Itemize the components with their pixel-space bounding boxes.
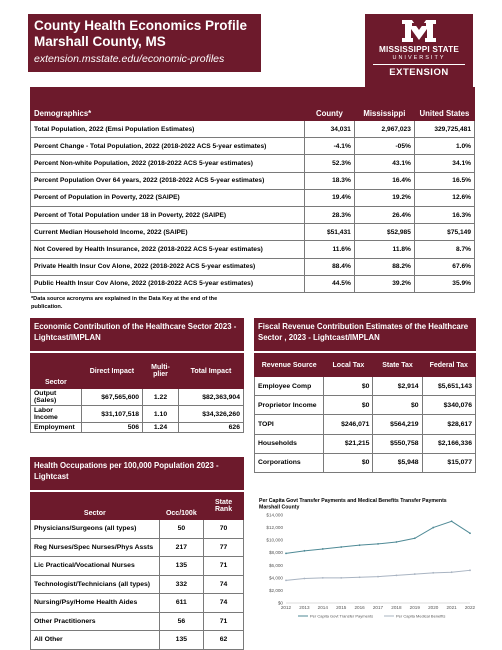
fiscal-cell: $5,651,143	[422, 377, 475, 396]
demographics-cell: 11.8%	[354, 241, 414, 258]
y-tick-label: $4,000	[268, 575, 283, 581]
fiscal-cell: $550,758	[373, 434, 422, 453]
fiscal-header-federal: Federal Tax	[422, 354, 475, 377]
demographics-row	[31, 241, 475, 258]
x-tick-label: 2021	[446, 605, 457, 610]
demographics-header-state: Mississippi	[354, 88, 414, 121]
demographics-cell: Percent of Population in Poverty, 2022 (SAIPE)	[31, 189, 305, 206]
logo-university-word: UNIVERSITY	[392, 55, 446, 61]
x-tick-label: 2015	[336, 605, 347, 610]
demographics-cell: 88.4%	[304, 258, 354, 275]
occupations-cell: 74	[204, 575, 244, 594]
economic-cell: 1.24	[143, 423, 179, 433]
occupations-cell: Reg Nurses/Spec Nurses/Phys Assts	[31, 538, 160, 557]
occupations-cell: 56	[159, 612, 203, 631]
fiscal-cell: $21,215	[324, 434, 373, 453]
data-point	[469, 569, 471, 571]
data-point	[340, 577, 342, 579]
demographics-row	[31, 224, 475, 241]
occupations-cell: 217	[159, 538, 203, 557]
series-line	[286, 521, 470, 553]
demographics-cell: 52.3%	[304, 155, 354, 172]
occupations-cell: 71	[204, 557, 244, 576]
health-occupations-title: Health Occupations per 100,000 Population 2023 - Lightcast	[30, 457, 244, 490]
legend-label: Per Capita Govt Transfer Payments	[310, 613, 374, 619]
fiscal-cell: Proprietor Income	[255, 396, 324, 415]
data-point	[432, 527, 434, 529]
economic-header-row	[31, 354, 244, 389]
fiscal-row	[255, 415, 476, 434]
demographics-cell: 16.5%	[414, 172, 474, 189]
x-tick-label: 2020	[428, 605, 439, 610]
demographics-cell: Not Covered by Health Insurance, 2022 (2018-2022 ACS 5-year estimates)	[31, 241, 305, 258]
y-tick-label: $8,000	[268, 550, 283, 556]
occupations-cell: 135	[159, 557, 203, 576]
x-tick-label: 2014	[317, 605, 328, 610]
data-point	[285, 579, 287, 581]
health-occupations-table	[30, 492, 244, 650]
demographics-cell: 11.6%	[304, 241, 354, 258]
occupations-cell: 332	[159, 575, 203, 594]
chart-title	[259, 498, 447, 511]
demographics-cell: -05%	[354, 138, 414, 155]
data-point	[322, 548, 324, 550]
demographics-cell: 8.7%	[414, 241, 474, 258]
occupations-header-row	[31, 493, 244, 520]
economic-row	[31, 406, 244, 423]
demographics-cell: Percent Change - Total Population, 2022 (2018-2022 ACS 5-year estimates)	[31, 138, 305, 155]
fiscal-cell: Employee Comp	[255, 377, 324, 396]
x-tick-label: 2019	[409, 605, 420, 610]
data-point	[322, 577, 324, 579]
title-block	[28, 14, 261, 72]
fiscal-cell: $2,914	[373, 377, 422, 396]
demographics-cell: $52,985	[354, 224, 414, 241]
msu-extension-logo	[365, 14, 473, 88]
data-point	[414, 573, 416, 575]
demographics-cell: 1.0%	[414, 138, 474, 155]
fiscal-header-state: State Tax	[373, 354, 422, 377]
demographics-cell: 28.3%	[304, 206, 354, 223]
economic-cell: Output (Sales)	[31, 389, 82, 406]
economic-cell: Labor Income	[31, 406, 82, 423]
demographics-cell: Current Median Household Income, 2022 (SAIPE)	[31, 224, 305, 241]
demographics-cell: 12.6%	[414, 189, 474, 206]
y-tick-label: $12,000	[266, 525, 283, 531]
data-point	[359, 576, 361, 578]
demographics-cell: Percent of Total Population under 18 in Poverty, 2022 (SAIPE)	[31, 206, 305, 223]
occupations-header-rate: Occ/100k	[159, 493, 203, 520]
data-point	[451, 571, 453, 573]
demographics-cell: Percent Non-white Population, 2022 (2018-2022 ACS 5-year estimates)	[31, 155, 305, 172]
y-tick-label: $14,000	[266, 512, 283, 518]
occupations-cell: Technologist/Technicians (all types)	[31, 575, 160, 594]
demographics-row	[31, 121, 475, 138]
fiscal-cell: $340,076	[422, 396, 475, 415]
demographics-row	[31, 206, 475, 223]
demographics-cell: 16.3%	[414, 206, 474, 223]
occupations-row	[31, 575, 244, 594]
occupations-cell: 62	[204, 631, 244, 650]
x-tick-label: 2016	[354, 605, 365, 610]
economic-contribution-table	[30, 353, 244, 433]
y-tick-label: $0	[277, 600, 283, 606]
fiscal-cell: $15,077	[422, 453, 475, 472]
fiscal-header-local: Local Tax	[324, 354, 373, 377]
fiscal-cell: $0	[324, 377, 373, 396]
fiscal-header-row	[255, 354, 476, 377]
demographics-cell: 329,725,481	[414, 121, 474, 138]
fiscal-cell: $0	[324, 396, 373, 415]
occupations-cell: 50	[159, 520, 203, 539]
data-point	[396, 574, 398, 576]
fiscal-revenue-table	[254, 353, 476, 473]
demographics-cell: 35.9%	[414, 275, 474, 292]
occupations-cell: 77	[204, 538, 244, 557]
chart-title-line: Marshall County	[259, 504, 300, 511]
demographics-cell: Percent Population Over 64 years, 2022 (2018-2022 ACS 5-year estimates)	[31, 172, 305, 189]
economic-cell: 506	[81, 423, 142, 433]
occupations-cell: 70	[204, 520, 244, 539]
data-point	[285, 552, 287, 554]
occupations-cell: 135	[159, 631, 203, 650]
demographics-cell: Private Health Insur Cov Alone, 2022 (2018-2022 ACS 5-year estimates)	[31, 258, 305, 275]
data-point	[304, 578, 306, 580]
fiscal-row	[255, 434, 476, 453]
fiscal-row	[255, 453, 476, 472]
fiscal-revenue-title: Fiscal Revenue Contribution Estimates of the Healthcare Sector , 2023 - Lightcast/IMPLAN	[254, 318, 476, 351]
msu-m-logo-icon	[399, 18, 439, 44]
fiscal-cell: $246,071	[324, 415, 373, 434]
demographics-table	[30, 87, 475, 293]
occupations-cell: 74	[204, 594, 244, 613]
demographics-cell: Total Population, 2022 (Emsi Population Estimates)	[31, 121, 305, 138]
x-tick-label: 2018	[391, 605, 402, 610]
demographics-header-label: Demographics*	[31, 88, 305, 121]
x-tick-label: 2022	[464, 605, 476, 610]
demographics-cell: 18.3%	[304, 172, 354, 189]
occupations-row	[31, 612, 244, 631]
demographics-cell: 34.1%	[414, 155, 474, 172]
data-point	[432, 572, 434, 574]
profile-url: extension.msstate.edu/economic-profiles	[34, 53, 225, 65]
data-point	[396, 541, 398, 543]
fiscal-cell: $5,948	[373, 453, 422, 472]
fiscal-cell: Corporations	[255, 453, 324, 472]
county-name: Marshall County, MS	[34, 34, 166, 49]
demographics-cell: 43.1%	[354, 155, 414, 172]
data-point	[377, 576, 379, 578]
data-point	[340, 546, 342, 548]
demographics-cell: 26.4%	[354, 206, 414, 223]
economic-cell: 626	[178, 423, 243, 433]
x-tick-label: 2017	[372, 605, 384, 610]
demographics-cell: $51,431	[304, 224, 354, 241]
demographics-cell: $75,149	[414, 224, 474, 241]
demographics-cell: 19.4%	[304, 189, 354, 206]
economic-row	[31, 423, 244, 433]
demographics-cell: 44.5%	[304, 275, 354, 292]
demographics-cell: 2,967,023	[354, 121, 414, 138]
demographics-cell: Public Health Insur Cov Alone, 2022 (2018-2022 ACS 5-year estimates)	[31, 275, 305, 292]
economic-contribution-title: Economic Contribution of the Healthcare Sector 2023 - Lightcast/IMPLAN	[30, 318, 244, 351]
chart-title-line: Per Capita Govt Transfer Payments and Medical Benefits Transfer Payments	[259, 498, 447, 504]
occupations-cell: Nursing/Psy/Home Health Aides	[31, 594, 160, 613]
series-line	[286, 570, 470, 580]
x-tick-label: 2012	[280, 605, 292, 610]
demographics-cell: 16.4%	[354, 172, 414, 189]
occupations-header-rank: State Rank	[204, 493, 244, 520]
demographics-row	[31, 258, 475, 275]
fiscal-cell: TOPI	[255, 415, 324, 434]
occupations-row	[31, 520, 244, 539]
data-source-note: *Data source acronyms are explained in the Data Key at the end of the publication.	[31, 296, 218, 310]
legend-label: Per Capita Medical Benefits	[396, 613, 446, 619]
fiscal-cell: $2,166,336	[422, 434, 475, 453]
data-point	[451, 520, 453, 522]
occupations-cell: Other Practitioners	[31, 612, 160, 631]
fiscal-header-source: Revenue Source	[255, 354, 324, 377]
y-tick-label: $6,000	[268, 562, 283, 568]
demographics-row	[31, 189, 475, 206]
demographics-cell: 88.2%	[354, 258, 414, 275]
demographics-cell: -4.1%	[304, 138, 354, 155]
fiscal-cell: $28,617	[422, 415, 475, 434]
occupations-row	[31, 538, 244, 557]
demographics-row	[31, 138, 475, 155]
demographics-row	[31, 172, 475, 189]
occupations-header-sector: Sector	[31, 493, 160, 520]
occupations-cell: 611	[159, 594, 203, 613]
economic-header-total: Total Impact	[178, 354, 243, 389]
economic-cell: $67,565,600	[81, 389, 142, 406]
data-point	[414, 537, 416, 539]
demographics-header-row	[31, 88, 475, 121]
economic-cell: $31,107,518	[81, 406, 142, 423]
transfer-payments-chart	[256, 495, 478, 645]
occupations-cell: Physicians/Surgeons (all types)	[31, 520, 160, 539]
fiscal-cell: $0	[324, 453, 373, 472]
economic-cell: $82,363,904	[178, 389, 243, 406]
data-point	[304, 550, 306, 552]
occupations-cell: All Other	[31, 631, 160, 650]
demographics-cell: 39.2%	[354, 275, 414, 292]
fiscal-cell: Households	[255, 434, 324, 453]
demographics-cell: 34,031	[304, 121, 354, 138]
occupations-cell: 71	[204, 612, 244, 631]
economic-cell: 1.22	[143, 389, 179, 406]
occupations-row	[31, 631, 244, 650]
occupations-cell: Lic Practical/Vocational Nurses	[31, 557, 160, 576]
fiscal-cell: $564,219	[373, 415, 422, 434]
fiscal-row	[255, 396, 476, 415]
economic-cell: $34,326,260	[178, 406, 243, 423]
fiscal-cell: $0	[373, 396, 422, 415]
demographics-header-county: County	[304, 88, 354, 121]
occupations-row	[31, 557, 244, 576]
economic-cell: Employment	[31, 423, 82, 433]
x-tick-label: 2013	[299, 605, 310, 610]
economic-header-direct: Direct Impact	[81, 354, 142, 389]
economic-row	[31, 389, 244, 406]
economic-cell: 1.10	[143, 406, 179, 423]
logo-extension-word: EXTENSION	[373, 64, 465, 78]
demographics-row	[31, 275, 475, 292]
y-tick-label: $2,000	[268, 587, 283, 593]
logo-university-name: MISSISSIPPI STATE	[379, 45, 459, 54]
demographics-cell: 67.6%	[414, 258, 474, 275]
economic-header-sector: Sector	[31, 354, 82, 389]
fiscal-row	[255, 377, 476, 396]
demographics-row	[31, 155, 475, 172]
page-title: County Health Economics Profile	[34, 18, 248, 33]
economic-header-multiplier: Multi-plier	[143, 354, 179, 389]
y-tick-label: $10,000	[266, 537, 283, 543]
data-point	[377, 543, 379, 545]
data-point	[359, 544, 361, 546]
demographics-cell: 19.2%	[354, 189, 414, 206]
demographics-header-us: United States	[414, 88, 474, 121]
data-point	[469, 532, 471, 534]
occupations-row	[31, 594, 244, 613]
